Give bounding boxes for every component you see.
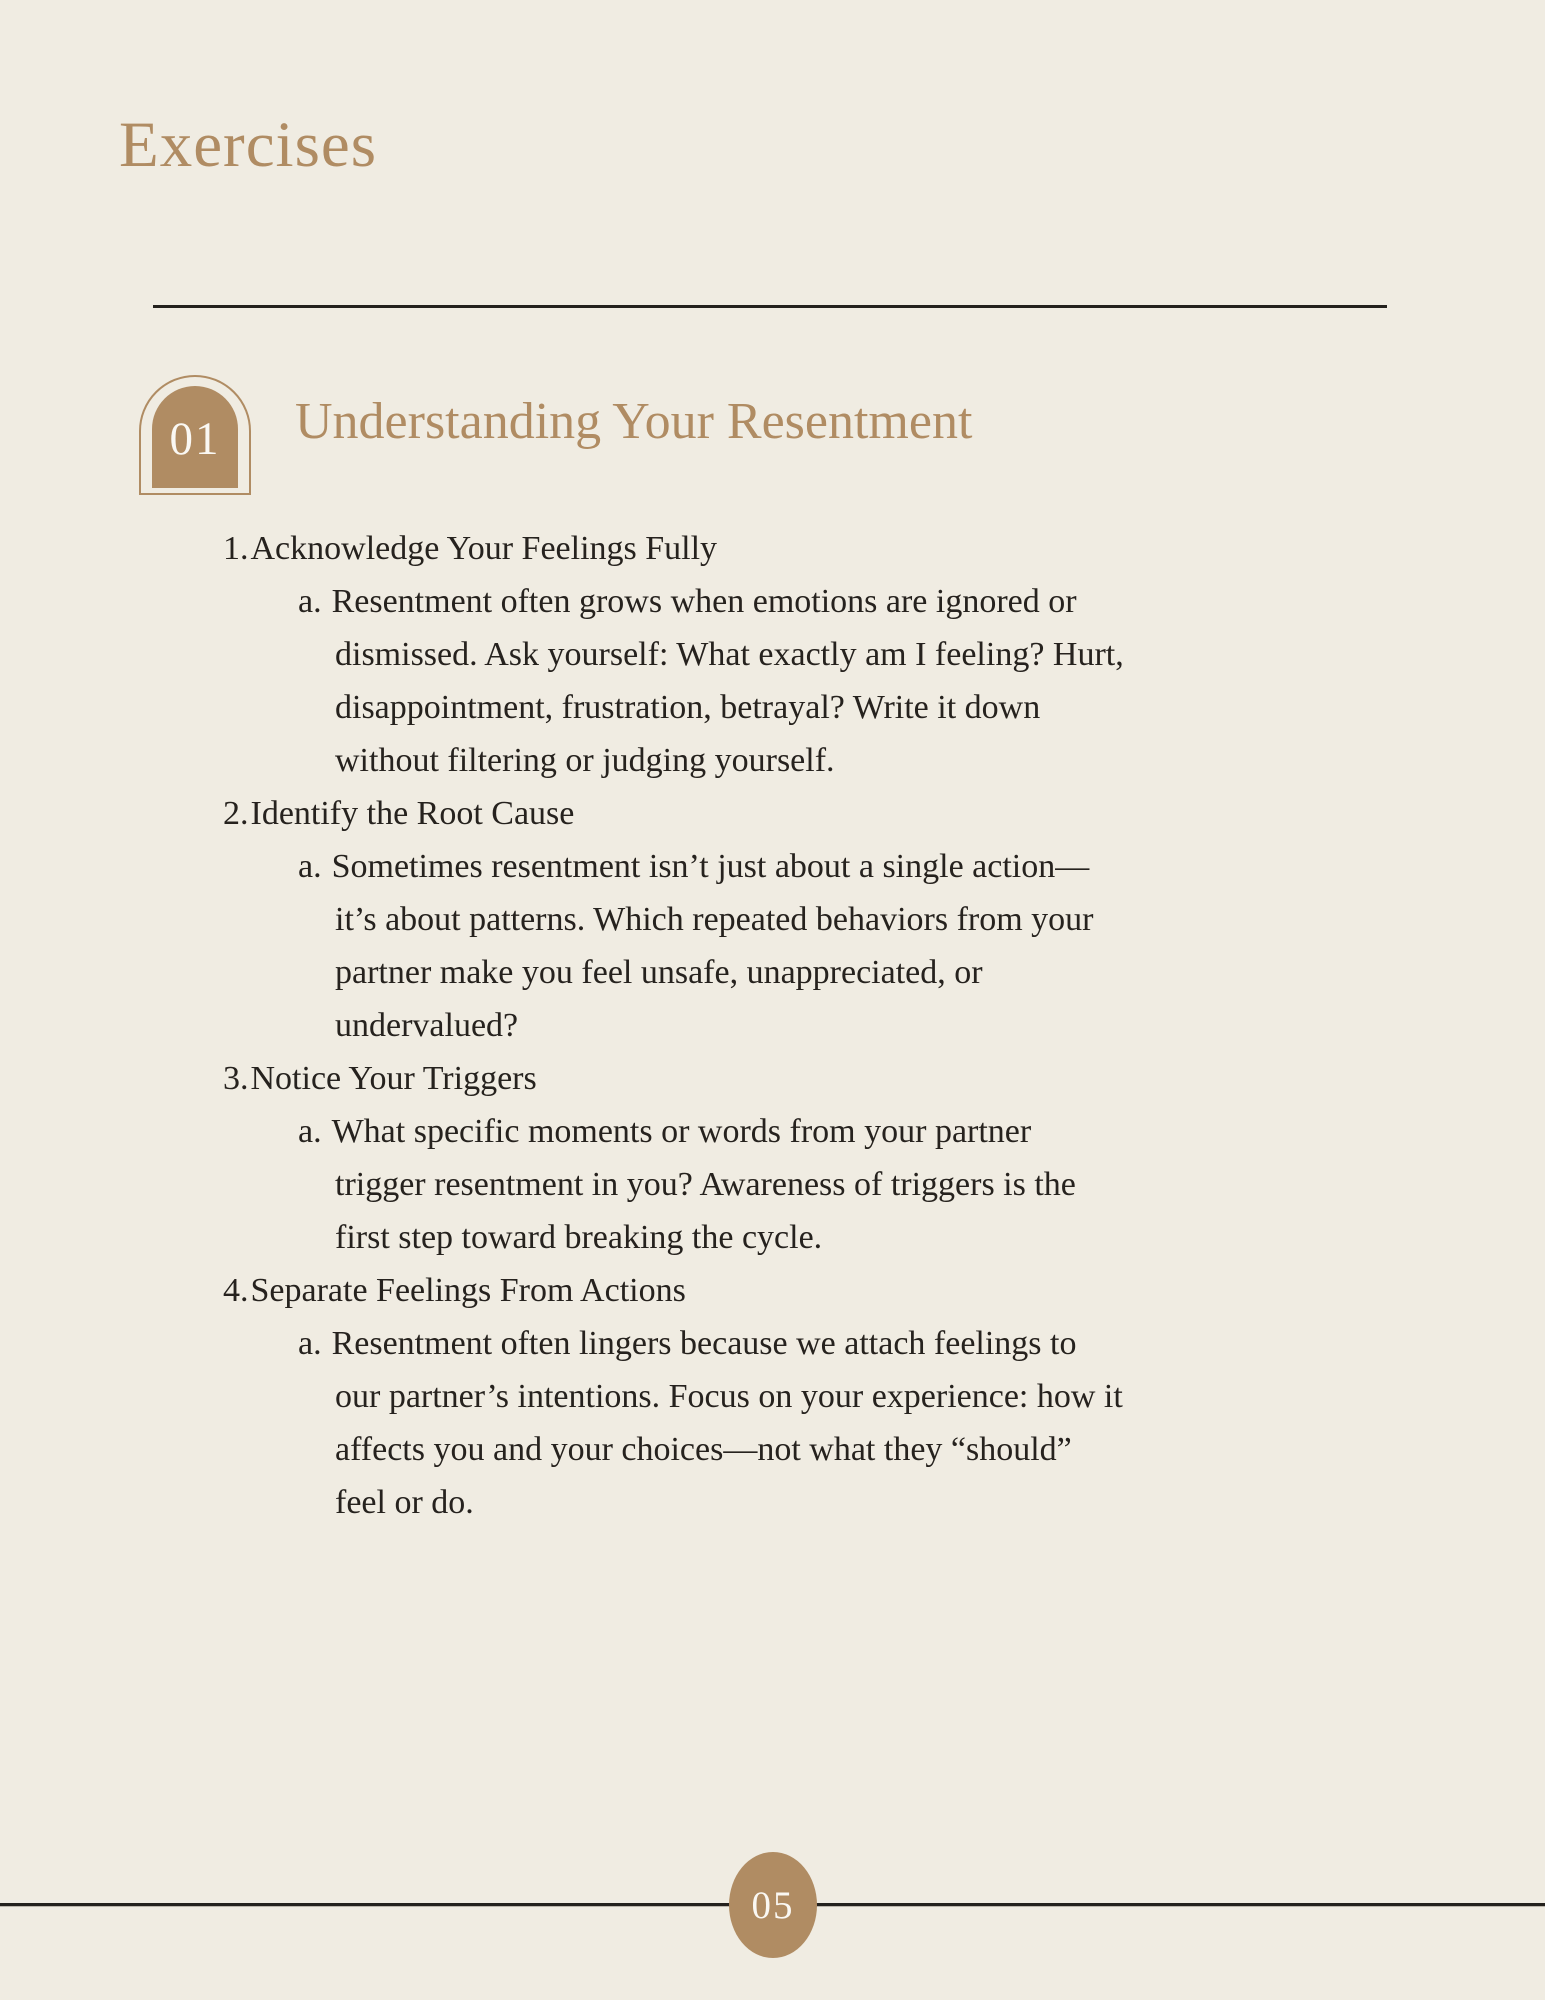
detail-text: Resentment often grows when emotions are ignored or dismissed. Ask yourself: What exactly am I feeling? Hurt, disappointment, frustration, betrayal? Write it down without filtering or judging yourself.	[331, 583, 1124, 779]
detail-text: Sometimes resentment isn’t just about a single action—it’s about patterns. Which repeated behaviors from your partner make you feel unsafe, unappreciated, or undervalued?	[331, 848, 1094, 1044]
detail-text: Resentment often lingers because we attach feelings to our partner’s intentions. Focus on your experience: how it affects you and your choices—not what they “should” feel or do.	[331, 1325, 1123, 1521]
exercise-detail	[223, 1317, 1128, 1529]
detail-text: What specific moments or words from your partner trigger resentment in you? Awareness of triggers is the first step toward breaking the cycle.	[331, 1113, 1076, 1256]
exercise-number: 3.	[223, 1060, 249, 1097]
section-number-badge	[139, 375, 251, 495]
exercise-title: Separate Feelings From Actions	[250, 1272, 686, 1309]
exercise-number: 1.	[223, 530, 249, 567]
section-number: 01	[169, 413, 221, 465]
exercise-item	[223, 1052, 1128, 1264]
section-number-badge-fill	[152, 386, 238, 488]
exercise-item	[223, 522, 1128, 787]
exercise-detail	[223, 575, 1128, 787]
detail-marker: a.	[298, 1325, 322, 1362]
exercise-list	[223, 522, 1128, 1529]
page-number: 05	[751, 1883, 795, 1927]
page-number-badge	[729, 1852, 817, 1958]
section-title: Understanding Your Resentment	[295, 393, 973, 450]
exercise-detail	[223, 840, 1128, 1052]
exercise-number: 2.	[223, 795, 249, 832]
exercise-title: Acknowledge Your Feelings Fully	[250, 530, 718, 567]
exercise-title-line	[223, 522, 1128, 575]
exercise-item	[223, 787, 1128, 1052]
exercise-item	[223, 1264, 1128, 1529]
detail-marker: a.	[298, 583, 322, 620]
detail-marker: a.	[298, 1113, 322, 1150]
header-divider	[153, 305, 1387, 308]
exercise-title: Identify the Root Cause	[250, 795, 575, 832]
exercise-detail	[223, 1105, 1128, 1264]
detail-marker: a.	[298, 848, 322, 885]
page-title: Exercises	[119, 109, 378, 181]
exercise-number: 4.	[223, 1272, 249, 1309]
exercise-title-line	[223, 1264, 1128, 1317]
exercise-title-line	[223, 1052, 1128, 1105]
exercise-title-line	[223, 787, 1128, 840]
exercise-content	[223, 522, 1128, 1529]
exercise-title: Notice Your Triggers	[250, 1060, 537, 1097]
